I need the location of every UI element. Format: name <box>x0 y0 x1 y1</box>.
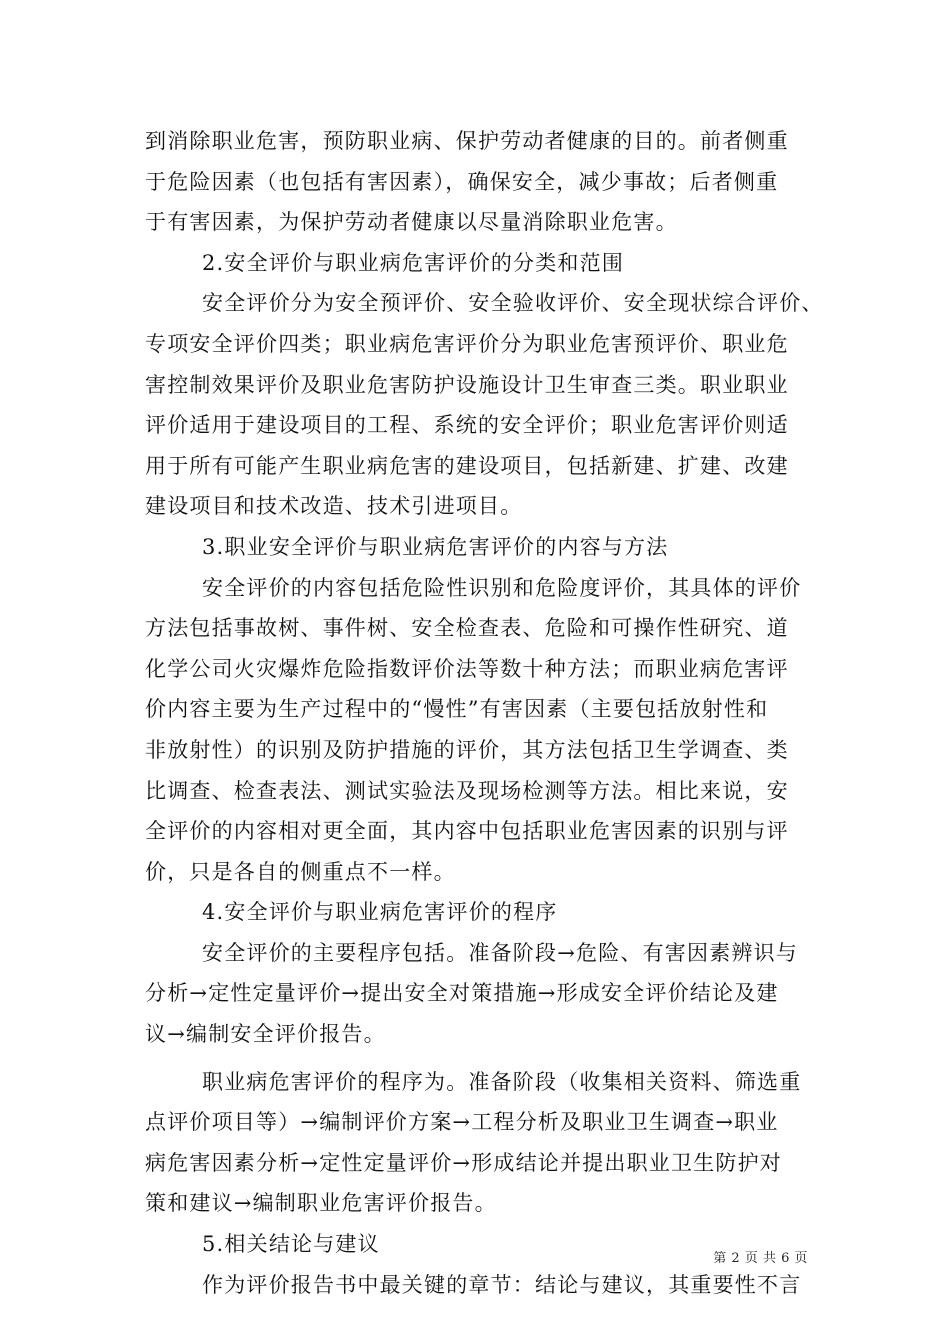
text-line: 议→编制安全评价报告。 <box>145 1022 386 1047</box>
text-line: 方法包括事故树、事件树、安全检查表、危险和可操作性研究、道 <box>145 616 789 641</box>
text-line: 比调查、检查表法、测试实验法及现场检测等方法。相比来说，安 <box>145 778 789 803</box>
text-line: 于有害因素，为保护劳动者健康以尽量消除职业危害。 <box>145 210 678 235</box>
text-line: 安全评价的内容包括危险性识别和危险度评价，其具体的评价 <box>202 575 802 600</box>
text-line: 职业病危害评价的程序为。准备阶段（收集相关资料、筛选重 <box>202 1069 802 1094</box>
text-line: 价，只是各自的侧重点不一样。 <box>145 859 456 884</box>
section-heading: 3.职业安全评价与职业病危害评价的内容与方法 <box>202 534 669 559</box>
text-line: 用于所有可能产生职业病危害的建设项目，包括新建、扩建、改建 <box>145 453 789 478</box>
text-line: 价内容主要为生产过程中的“慢性”有害因素（主要包括放射性和 <box>145 697 769 722</box>
text-line: 分析→定性定量评价→提出安全对策措施→形成安全评价结论及建 <box>145 981 779 1006</box>
document-body <box>145 121 824 1305</box>
text-line: 全评价的内容相对更全面，其内容中包括职业危害因素的识别与评 <box>145 819 789 844</box>
text-line: 点评价项目等）→编制评价方案→工程分析及职业卫生调查→职业 <box>145 1110 779 1135</box>
text-line: 策和建议→编制职业危害评价报告。 <box>145 1191 497 1216</box>
text-line: 化学公司火灾爆炸危险指数评价法等数十种方法；而职业病危害评 <box>145 656 789 681</box>
text-line: 建设项目和技术改造、技术引进项目。 <box>145 494 523 519</box>
section-heading: 2.安全评价与职业病危害评价的分类和范围 <box>202 250 625 275</box>
text-line: 安全评价的主要程序包括。准备阶段→危险、有害因素辨识与 <box>202 940 798 965</box>
text-line: 于危险因素（也包括有害因素），确保安全，减少事故；后者侧重 <box>145 169 779 194</box>
text-line: 作为评价报告书中最关键的章节：结论与建议，其重要性不言 <box>202 1272 802 1297</box>
text-line: 专项安全评价四类；职业病危害评价分为职业危害预评价、职业危 <box>145 331 789 356</box>
text-line: 非放射性）的识别及防护措施的评价，其方法包括卫生学调查、类 <box>145 737 789 762</box>
text-line: 病危害因素分析→定性定量评价→形成结论并提出职业卫生防护对 <box>145 1150 782 1175</box>
text-line: 评价适用于建设项目的工程、系统的安全评价；职业危害评价则适 <box>145 413 789 438</box>
section-heading: 4.安全评价与职业病危害评价的程序 <box>202 900 558 925</box>
page-number-footer: 第 2 页 共 6 页 <box>713 1251 808 1266</box>
text-line: 害控制效果评价及职业危害防护设施设计卫生审查三类。职业职业 <box>145 372 789 397</box>
text-line: 到消除职业危害，预防职业病、保护劳动者健康的目的。前者侧重 <box>145 129 789 153</box>
section-heading: 5.相关结论与建议 <box>202 1232 380 1257</box>
text-line: 安全评价分为安全预评价、安全验收评价、安全现状综合评价、 <box>202 291 824 316</box>
